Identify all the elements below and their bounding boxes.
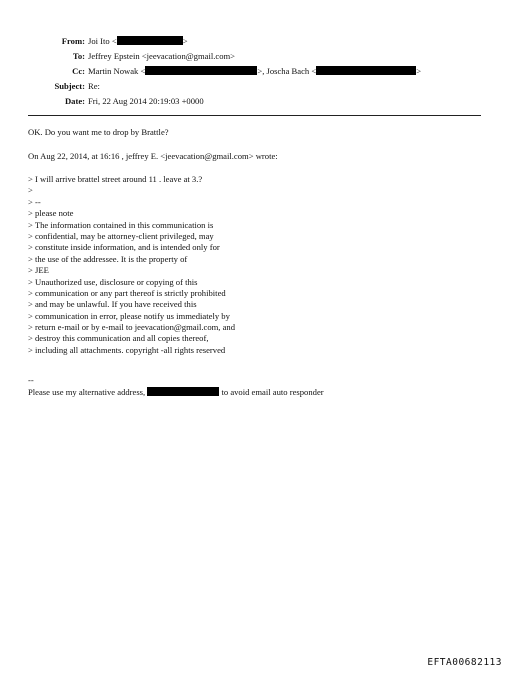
quoted-line: > -- (28, 196, 41, 207)
quoted-message (28, 174, 488, 356)
from-name: Joi Ito < (88, 36, 117, 46)
header-divider (28, 115, 481, 116)
quoted-line: > The information contained in this communication is (28, 219, 214, 230)
quoted-line: > JEE (28, 265, 49, 276)
quoted-line: > including all attachments. copyright -all rights reserved (28, 344, 226, 355)
quoted-line: > Unauthorized use, disclosure or copying of this (28, 276, 198, 287)
cc-name-1: Martin Nowak < (88, 66, 146, 76)
signature-after: to avoid email auto responder (221, 387, 324, 398)
reply-text: OK. Do you want me to drop by Brattle? (28, 127, 169, 137)
email-header (0, 34, 512, 109)
to-label: To: (72, 51, 85, 61)
quoted-line: > communication in error, please notify us immediately by (28, 310, 230, 321)
quoted-line: > constitute inside information, and is intended only for (28, 242, 220, 253)
attribution-line: On Aug 22, 2014, at 16:16 , jeffrey E. <jeevacation@gmail.com> wrote: (28, 151, 278, 161)
quoted-line: > (28, 185, 33, 196)
quoted-line: > return e-mail or by e-mail to jeevacation@gmail.com, and (28, 322, 236, 333)
subject-label: Subject: (54, 81, 85, 91)
signature-line (28, 386, 488, 398)
redaction-bar (145, 66, 257, 75)
cc-row (0, 64, 512, 79)
cc-name-2: >, Joscha Bach < (257, 66, 317, 76)
redaction-bar (147, 387, 219, 396)
subject-value: Re: (88, 81, 100, 91)
signature-block (28, 374, 488, 398)
from-row (0, 34, 512, 49)
cc-close: > (416, 66, 422, 76)
subject-row (0, 79, 512, 94)
quoted-line: > please note (28, 208, 74, 219)
date-value: Fri, 22 Aug 2014 20:19:03 +0000 (88, 96, 204, 106)
to-value: Jeffrey Epstein <jeevacation@gmail.com> (88, 51, 236, 61)
redaction-bar (316, 66, 416, 75)
quoted-line: > and may be unlawful. If you have received this (28, 299, 197, 310)
quoted-line: > confidential, may be attorney-client privileged, may (28, 230, 214, 241)
redaction-bar (117, 36, 183, 45)
from-value (88, 34, 188, 49)
date-row (0, 94, 512, 109)
signature-dash: -- (28, 375, 34, 386)
from-close: > (182, 36, 188, 46)
cc-value (88, 64, 421, 79)
quoted-line: > destroy this communication and all copies thereof, (28, 333, 209, 344)
from-label: From: (61, 36, 85, 46)
signature-before: Please use my alternative address, (28, 387, 146, 398)
quoted-line: > I will arrive brattel street around 11 . leave at 3.? (28, 174, 203, 184)
email-body (28, 126, 488, 398)
date-label: Date: (64, 96, 85, 106)
quoted-line: > the use of the addressee. It is the property of (28, 253, 188, 264)
cc-label: Cc: (72, 66, 85, 76)
document-id: EFTA00682113 (427, 657, 502, 668)
quoted-line: > communication or any part thereof is strictly prohibited (28, 287, 226, 298)
to-row (0, 49, 512, 64)
